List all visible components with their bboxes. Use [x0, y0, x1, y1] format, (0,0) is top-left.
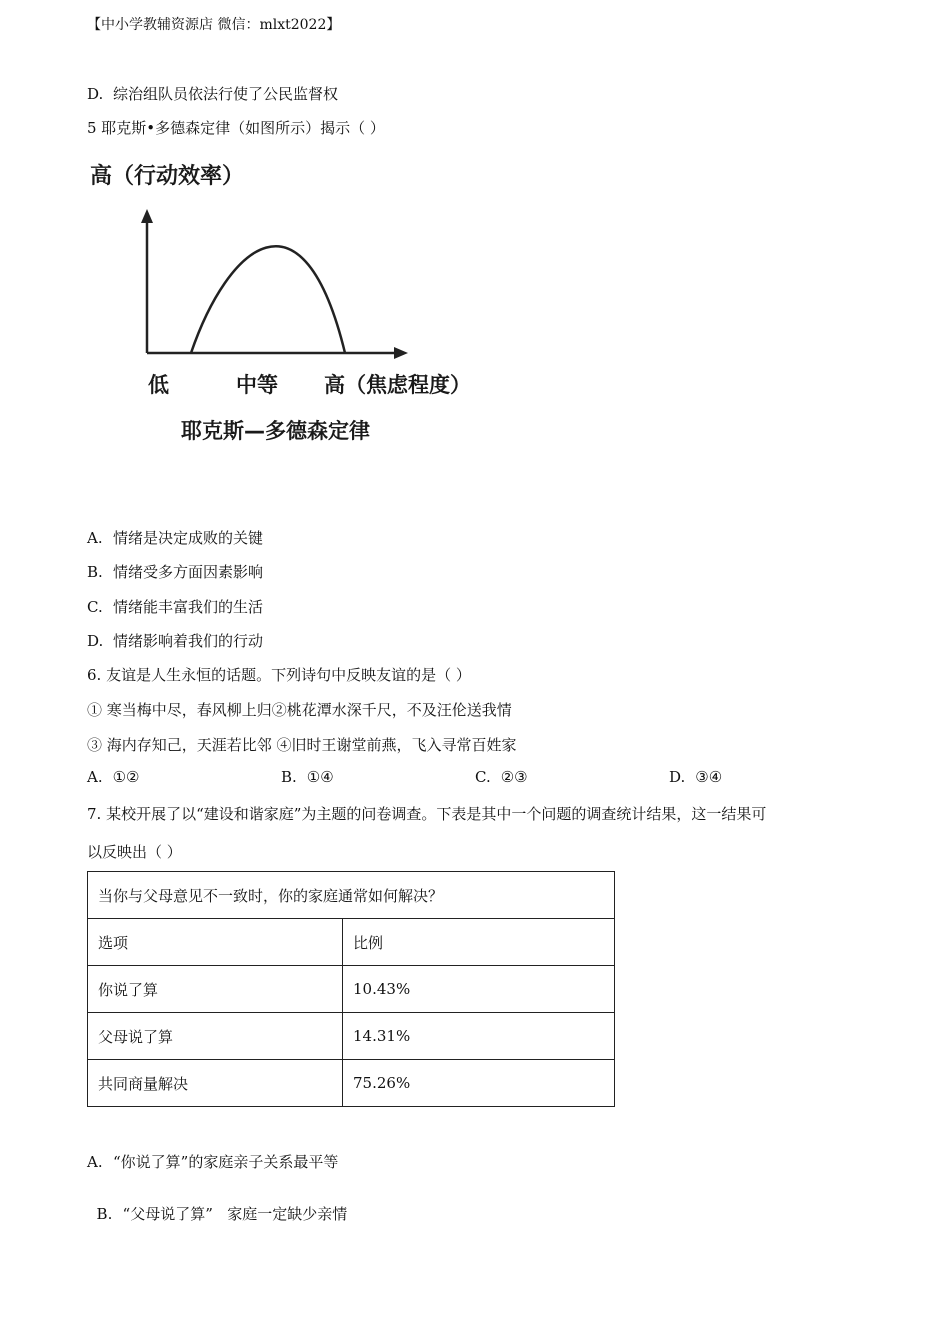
- q6-option-b: [281, 768, 334, 786]
- option-text: “你说了算”的家庭亲子关系最平等: [113, 1153, 339, 1171]
- q5-option-d: [87, 630, 263, 651]
- option-text: ②③: [500, 768, 528, 786]
- q5-option-a: [87, 527, 263, 548]
- q7-option-a: [87, 1151, 338, 1172]
- option-text: 综治组队员依法行使了公民监督权: [113, 85, 339, 103]
- figure-y-label: 高（行动效率）: [90, 164, 245, 189]
- option-label: D.: [669, 768, 686, 786]
- q5-stem: 5 耶克斯•多德森定律（如图所示）揭示（ ）: [87, 119, 385, 137]
- option-text: ①④: [306, 768, 334, 786]
- efficiency-curve: [191, 246, 345, 353]
- table-cell-ratio: 75.26%: [343, 1060, 615, 1107]
- x-axis-arrow: [394, 347, 408, 359]
- q6-stem: 6. 友谊是人生永恒的话题。下列诗句中反映友谊的是（ ）: [87, 666, 471, 684]
- figure-x-low: 低: [148, 373, 169, 397]
- table-cell-ratio: 14.31%: [343, 1013, 615, 1060]
- option-text: ①②: [112, 768, 140, 786]
- option-text: ③④: [695, 768, 723, 786]
- q6-option-c: [475, 768, 528, 786]
- option-text: 情绪能丰富我们的生活: [113, 598, 264, 616]
- option-text: 情绪是决定成败的关键: [113, 529, 264, 547]
- table-cell-option: 共同商量解决: [88, 1060, 343, 1107]
- q7-stem-line-1: 7. 某校开展了以“建设和谐家庭”为主题的问卷调查。下表是其中一个问题的调查统计结果，这一结果可: [87, 805, 767, 823]
- q7-option-b: [87, 1185, 347, 1224]
- option-label: B.: [281, 768, 297, 786]
- page-header: 【中小学教辅资源店 微信：mlxt2022】: [87, 17, 341, 33]
- option-text: 情绪影响着我们的行动: [113, 632, 264, 650]
- table-cell-option: 你说了算: [88, 966, 343, 1013]
- table-cell-ratio: 10.43%: [343, 966, 615, 1013]
- option-label: B.: [87, 563, 103, 581]
- table-header-ratio: 比例: [343, 919, 615, 966]
- survey-table: [87, 871, 615, 1107]
- option-text: “父母说了算” 家庭一定缺少亲情: [122, 1205, 348, 1223]
- option-label: A.: [87, 529, 103, 547]
- table-row: [88, 1013, 615, 1060]
- table-question-cell: 当你与父母意见不一致时，你的家庭通常如何解决？: [88, 872, 615, 919]
- figure-caption: 耶克斯—多德森定律: [181, 419, 370, 443]
- option-label: C.: [475, 768, 491, 786]
- table-cell-option: 父母说了算: [88, 1013, 343, 1060]
- q6-poem-line-2: ③ 海内存知己，天涯若比邻 ④旧时王谢堂前燕，飞入寻常百姓家: [87, 736, 517, 754]
- table-row: [88, 1060, 615, 1107]
- table-row: [88, 966, 615, 1013]
- option-label: D.: [87, 85, 104, 103]
- q5-option-b: [87, 561, 263, 582]
- table-row: [88, 872, 615, 919]
- option-label: D.: [87, 632, 104, 650]
- figure-x-high: 高（焦虑程度）: [324, 373, 471, 397]
- q5-option-c: [87, 596, 263, 617]
- option-label: B.: [96, 1205, 113, 1223]
- yerkes-dodson-figure: [88, 155, 508, 455]
- option-label: A.: [87, 768, 103, 786]
- option-label: A.: [87, 1153, 103, 1171]
- q4-option-d: [87, 83, 338, 104]
- figure-x-mid: 中等: [236, 373, 278, 397]
- q6-poem-line-1: ① 寒当梅中尽，春风柳上归②桃花潭水深千尺，不及汪伦送我情: [87, 701, 512, 719]
- y-axis-arrow: [141, 209, 153, 223]
- q7-stem-line-2: 以反映出（ ）: [87, 843, 182, 861]
- q6-option-a: [87, 768, 140, 786]
- option-text: 情绪受多方面因素影响: [113, 563, 264, 581]
- table-header-option: 选项: [88, 919, 343, 966]
- option-label: C.: [87, 598, 103, 616]
- q6-option-d: [669, 768, 722, 786]
- table-header-row: [88, 919, 615, 966]
